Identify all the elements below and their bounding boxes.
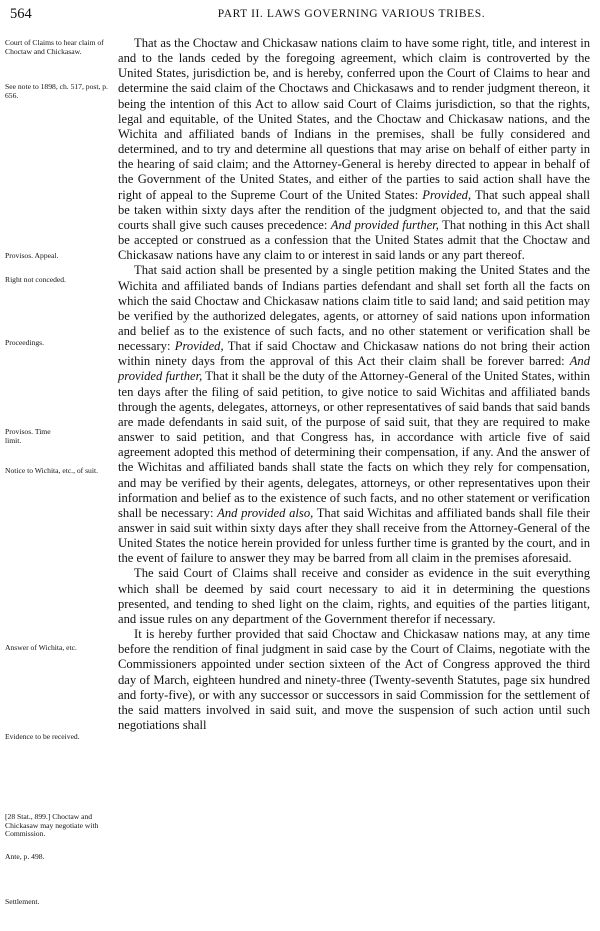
page-header xyxy=(10,6,588,26)
running-head: PART II. LAWS GOVERNING VARIOUS TRIBES. xyxy=(217,8,486,20)
paragraph: That said action shall be presented by a single petition making the United States and the Wichita and affiliated bands of Indians parties defendant and shall set forth all the facts on which the said Choctaw and Chickasaw nations claim title to said land; and said petition may be verified by the authorized delegates, agents, or attorney of said nations upon information and belief as to the existence of such facts, and no other statement or verification shall be necessary: Provided, That if said Choctaw and Chickasaw nations do not bring their action within ninety days from the approval of this Act their claim shall be forever barred: And provided further, That it shall be the duty of the Attorney-General of the United States, within ten days after the filing of said petition, to give notice to said Wichitas and affiliated bands through the agents, delegates, attorneys, or other representatives of said bands that said bands are made defendants in said suit, of the purpose of said suit, that they are required to make answer to said petition, and that Congress has, in accordance with article five of said agreement adopted this method of determining their compensation, if any. And the answer of the Wichitas and affiliated bands shall state the facts on which they rely for compensation, and may be verified by their agents, delegates, attorneys, or other representatives upon their information and belief as to the existence of such facts, and no other statement or verification shall be necessary: And provided also, That said Wichitas and affiliated bands shall file their answer in said suit within sixty days after they shall receive from the Attorney-General of the United States the notice herein provided for unless further time is granted by the court, and in the event of failure to answer they may be barred from all claim in the premises aforesaid. xyxy=(118,263,591,566)
margin-note: Evidence to be received. xyxy=(5,732,80,741)
margin-note: Right not conceded. xyxy=(5,275,66,284)
margin-note: Answer of Wichita, etc. xyxy=(5,643,77,652)
paragraph: That as the Choctaw and Chickasaw nations claim to have some right, title, and interest in and to the lands ceded by the foregoing agreement, which claim is controverted by the United States, jurisdiction be, and is hereby, conferred upon the Court of Claims to hear and determine the said claim of the Choctaws and Chickasaws and to render judgment thereon, it being the intention of this Act to allow said Court of Claims jurisdiction, so that the rights, legal and equitable, of the United States, and the Choctaw and Chickasaw nations, and the Wichita and affiliated bands of Indians in the premises, shall be fully considered and determined, and to try and determine all questions that may arise on behalf of either party in the hearing of said claim; and the Attorney-General is hereby directed to appear in behalf of the Government of the United States, and either of the parties to said action shall have the right of appeal to the Supreme Court of the United States: Provided, That such appeal shall be taken within sixty days after the rendition of the judgment objected to, and that the said courts shall give such causes precedence: And provided further, That nothing in this Act shall be accepted or construed as a confession that the United States admit that the Choctaw and Chickasaw nations have any claim to or interest in said lands or any part thereof. xyxy=(118,36,590,263)
margin-note: Ante, p. 498. xyxy=(5,852,45,861)
paragraph: The said Court of Claims shall receive and consider as evidence in the suit everything which shall be deemed by said court necessary to aid it in determining the questions presented, and tending to shed light on the claim, rights, and equities of the parties litigant, and issue rules on any department of the Government therefor if necessary. xyxy=(118,566,590,626)
margin-note: Notice to Wichita, etc., of suit. xyxy=(5,466,98,475)
margin-note: Provisos. Time limit. xyxy=(5,427,51,445)
page-number: 564 xyxy=(10,6,32,22)
margin-notes xyxy=(5,36,115,926)
statute-text xyxy=(118,36,590,733)
margin-note: Court of Claims to hear claim of Choctaw and Chickasaw. xyxy=(5,38,104,56)
margin-note: Settlement. xyxy=(5,897,40,906)
paragraph: It is hereby further provided that said Choctaw and Chickasaw nations may, at any time before the rendition of final judgment in said case by the Court of Claims, negotiate with the Commissioners appointed under section sixteen of the Act of Congress approved the third day of March, eighteen hundred and ninety-three (Twenty-seventh Statutes, page six hundred and forty-five), or with any successor or successors in said Commission for the settlement of the said matters involved in said suit, and move the suspension of such action until such negotiations shall xyxy=(118,627,590,733)
margin-note: [28 Stat., 899.] Choctaw and Chickasaw may negotiate with Commission. xyxy=(5,812,99,839)
margin-note: Provisos. Appeal. xyxy=(5,251,59,260)
margin-note: Proceedings. xyxy=(5,338,45,347)
margin-note: See note to 1898, ch. 517, post, p. 656. xyxy=(5,82,108,100)
